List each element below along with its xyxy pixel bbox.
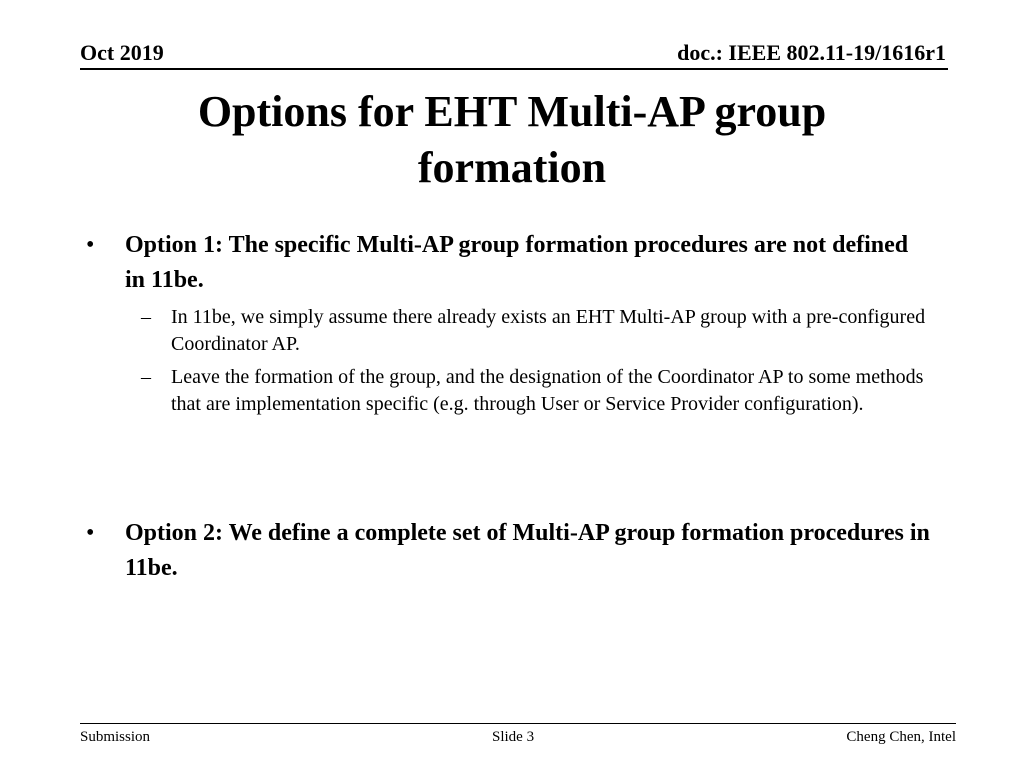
slide-title: Options for EHT Multi-AP group formation: [197, 87, 827, 192]
bullet-list: [0, 228, 1024, 418]
bullet-text: Option 1: The specific Multi-AP group formation procedures are not defined in 11be.: [125, 232, 909, 293]
bullet-option-1: [0, 228, 1024, 298]
dash-icon: –: [141, 366, 151, 388]
footer-author: Cheng Chen, Intel: [846, 729, 956, 745]
bullet-option-2-container: [0, 516, 1024, 586]
bullet-option-2: [0, 516, 1024, 586]
dash-icon: –: [141, 306, 151, 328]
subbullet-1: [0, 304, 1024, 358]
subbullet-text: Leave the formation of the group, and the designation of the Coordinator AP to some methods that are implementation specific (e.g. through User or Service Provider configuration).: [171, 366, 924, 415]
bullet-dot-icon: •: [86, 520, 95, 546]
footer-divider: [80, 723, 956, 724]
slide-number: Slide 3: [492, 729, 535, 745]
bullet-dot-icon: •: [86, 232, 95, 258]
footer-submission: Submission: [80, 729, 151, 745]
subbullet-2: [0, 364, 1024, 418]
header-divider: [80, 68, 948, 70]
header-date: Oct 2019: [80, 40, 164, 65]
subbullet-text: In 11be, we simply assume there already exists an EHT Multi-AP group with a pre-configured Coordinator AP.: [171, 306, 926, 355]
bullet-text: Option 2: We define a complete set of Multi-AP group formation procedures in 11be.: [125, 520, 930, 581]
document-id: doc.: IEEE 802.11-19/1616r1: [677, 40, 946, 65]
